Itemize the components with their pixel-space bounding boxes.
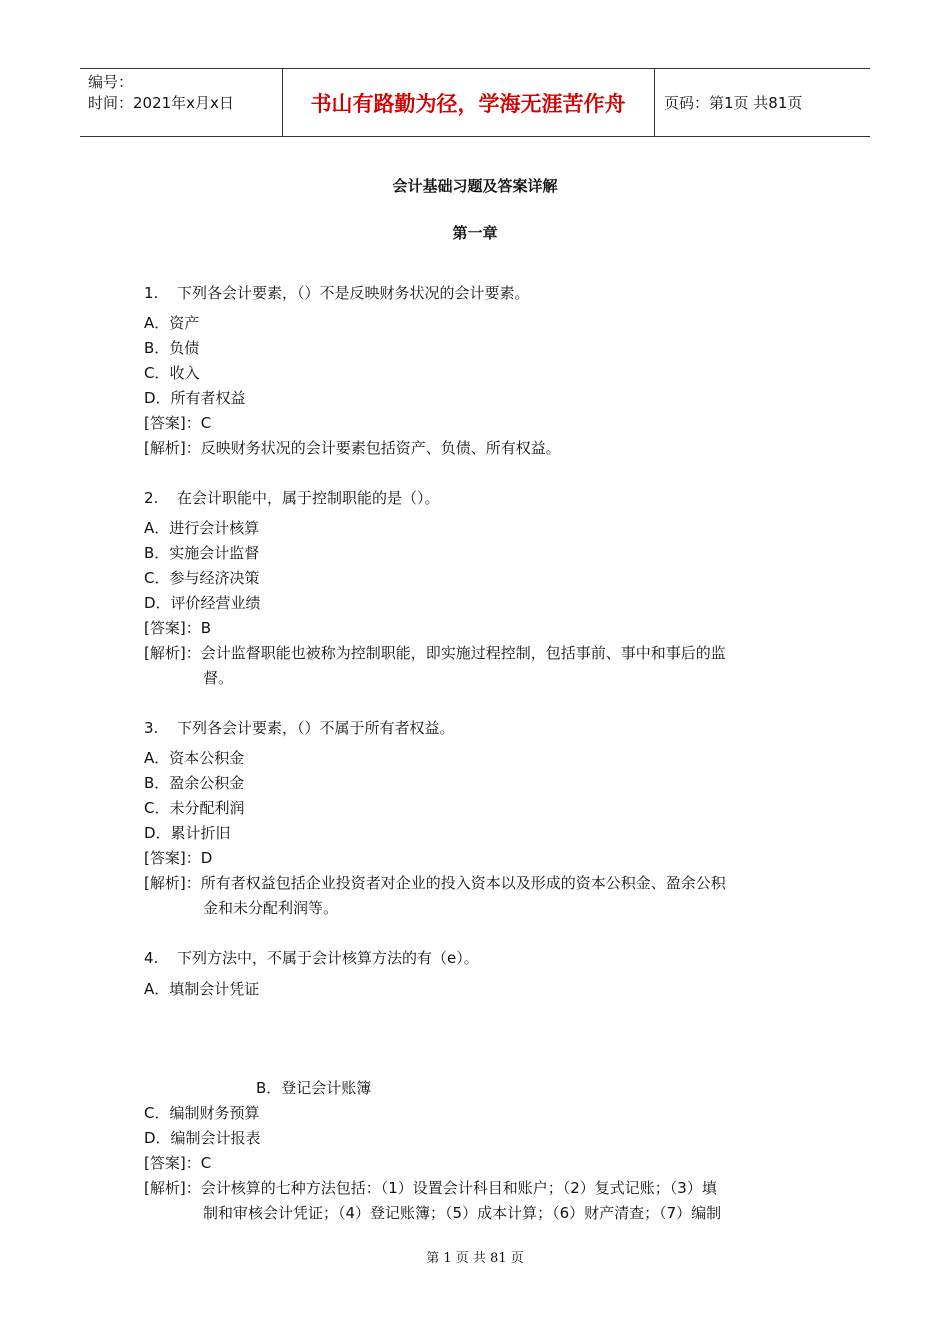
question-number: 2. <box>144 489 159 507</box>
question-number: 1. <box>144 284 159 302</box>
document-title: 会计基础习题及答案详解 <box>392 177 558 195</box>
analysis: [解析]：会计核算的七种方法包括：（1）设置会计科目和账户；（2）复式记账；（3）填 <box>144 1179 717 1197</box>
header-page-info: 页码：第1页 共81页 <box>664 94 803 112</box>
option: B．登记会计账簿 <box>256 1079 372 1097</box>
analysis: [解析]：会计监督职能也被称为控制职能，即实施过程控制，包括事前、事中和事后的监 <box>144 644 726 662</box>
analysis-continued: 制和审核会计凭证；（4）登记账簿；（5）成本计算；（6）财产清查；（7）编制 <box>203 1204 722 1222</box>
option: C．未分配利润 <box>144 799 245 817</box>
page-footer: 第 1 页 共 81 页 <box>426 1251 524 1266</box>
analysis-continued: 督。 <box>203 669 234 687</box>
question-number: 4. <box>144 949 159 967</box>
question-number: 3. <box>144 719 159 737</box>
option: D．累计折旧 <box>144 824 231 842</box>
option: A．资本公积金 <box>144 749 245 767</box>
answer: [答案]：C <box>144 414 212 432</box>
question-stem: 下列各会计要素，（）不属于所有者权益。 <box>177 719 455 737</box>
chapter-heading: 第一章 <box>452 224 498 242</box>
question-3-text <box>144 717 455 738</box>
option: D．编制会计报表 <box>144 1129 261 1147</box>
option: C．编制财务预算 <box>144 1104 260 1122</box>
option: A．资产 <box>144 314 200 332</box>
option: C．参与经济决策 <box>144 569 260 587</box>
page-header <box>80 68 870 137</box>
question-stem: 下列方法中，不属于会计核算方法的有（e）。 <box>177 949 479 967</box>
option: A．进行会计核算 <box>144 519 260 537</box>
option: D．评价经营业绩 <box>144 594 261 612</box>
option: B．盈余公积金 <box>144 774 245 792</box>
option: A．填制会计凭证 <box>144 980 260 998</box>
document-time: 时间：2021年x月x日 <box>88 94 234 112</box>
option: C．收入 <box>144 364 200 382</box>
document-number-label: 编号： <box>88 73 134 91</box>
option: B．实施会计监督 <box>144 544 260 562</box>
question-stem: 下列各会计要素，（）不是反映财务状况的会计要素。 <box>177 284 530 302</box>
analysis: [解析]：反映财务状况的会计要素包括资产、负债、所有权益。 <box>144 439 561 457</box>
option: B．负债 <box>144 339 200 357</box>
analysis-continued: 金和未分配利润等。 <box>203 899 339 917</box>
option: D．所有者权益 <box>144 389 246 407</box>
header-meta <box>88 72 234 114</box>
header-motto: 书山有路勤为径，学海无涯苦作舟 <box>310 91 626 116</box>
answer: [答案]：D <box>144 849 213 867</box>
question-2-text <box>144 487 440 508</box>
question-stem: 在会计职能中，属于控制职能的是（）。 <box>177 489 440 507</box>
answer: [答案]：B <box>144 619 211 637</box>
header-divider <box>654 69 655 136</box>
analysis: [解析]：所有者权益包括企业投资者对企业的投入资本以及形成的资本公积金、盈余公积 <box>144 874 726 892</box>
question-4-text <box>144 947 479 968</box>
answer: [答案]：C <box>144 1154 212 1172</box>
question-1-text <box>144 282 530 303</box>
